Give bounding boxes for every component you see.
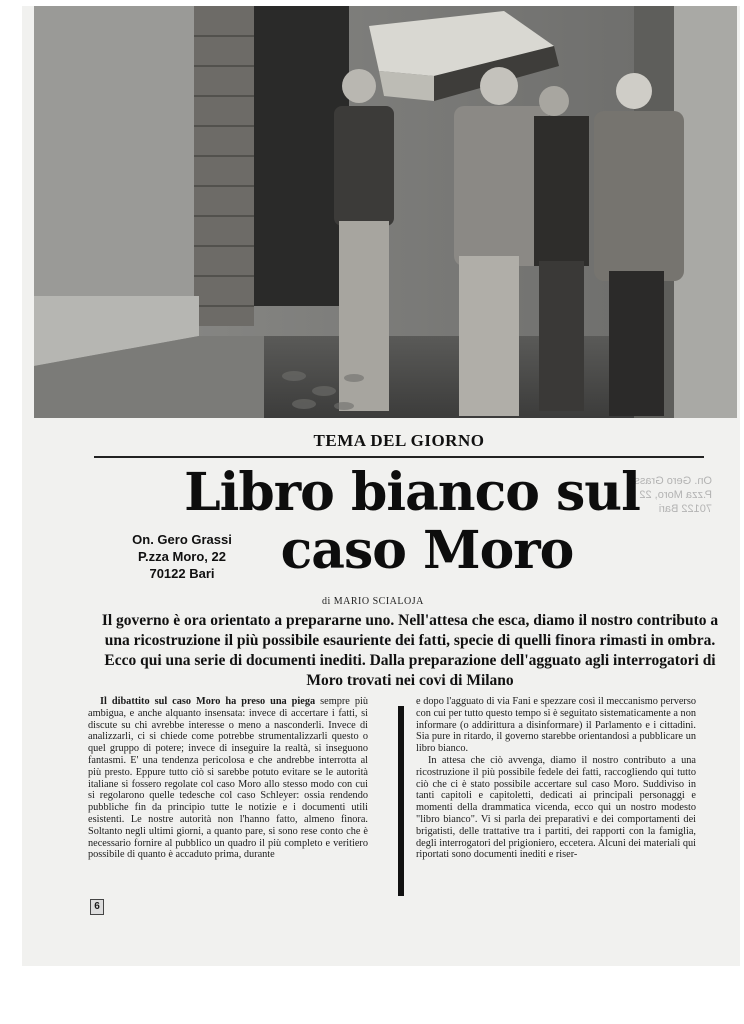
kicker-rule (94, 456, 704, 458)
body-column-right (416, 696, 696, 861)
address-stamp (107, 531, 257, 582)
page-number: 6 (90, 899, 104, 915)
article-deck: Il governo è ora orientato a prepararne uno. Nell'attesa che esca, diamo il nostro contributo a una ricostruzione il più possibile esauriente dei fatti, specie di quelli finora rimasti in ombra. Ecco qui una serie di documenti inediti. Dalla preparazione dell'agguato agli interrogatori di Moro trovati nei covi di Milano (101, 612, 719, 689)
body-column-left (88, 696, 368, 861)
body-right-para-2: In attesa che ciò avvenga, diamo il nostro contributo a una ricostruzione il più possibile fedele dei fatti, raccogliendo qui tutto ciò che ci è stato possibile accertare sul caso Moro. Suddiviso in tanti capitoli e capitoletti, dedicati ai principali personaggi e momenti della drammatica vicenda, ecco qui un nostro modesto "libro bianco". Vi si parla dei preparativi e dei comportamenti dei brigatisti, delle trattative tra i partiti, dei rapporti con la famiglia, degli interrogatori del prigioniero, eccetera. Alcuni dei materiali qui riportati sono documenti inediti e riser- (416, 754, 696, 861)
headline-line-1: Libro bianco sul (184, 462, 640, 523)
byline: di MARIO SCIALOJA (322, 596, 424, 607)
column-divider (398, 706, 404, 896)
funeral-procession-photo (34, 6, 737, 418)
section-kicker: TEMA DEL GIORNO (313, 431, 485, 450)
body-left-text: sempre più ambigua, e anche alquanto insensata: invece di accertare i fatti, si discute su chi avrebbe interesse o meno a nasconderli. Invece di analizzarli, ci si chiede come potrebbe strumentalizzarli questo o quel gruppo di potere; invece di inseguire la realtà, si inseguono fantasmi. E' una tendenza pericolosa e che andrebbe interrotta al più presto. Eppure tutto ciò si sarebbe potuto evitare se le autorità italiane si fossero regolate col caso Moro allo stesso modo con cui si regolarono quelle tedesche col caso Schleyer: ossia rendendo pubbliche fin da principio tutte le notizie e i documenti utili esistenti. Le nostre autorità non l'hanno fatto, almeno finora. Soltanto negli ultimi giorni, a quanto pare, si sono rese conto che è necessario fornire al pubblico un quadro il più completo e veritiero possibile di quanto è accaduto prima, durante (88, 696, 369, 861)
body-right-para-1: e dopo l'agguato di via Fani e spezzare così il meccanismo perverso con cui per tutto questo tempo si è seguitato sistematicamente a non informare (o addirittura a disinformare) il Parlamento e i cittadini. Sia pure in ritardo, il governo starebbe orientandosi a pubblicare un libro bianco. (416, 696, 696, 755)
stamp-street: P.zza Moro, 22 (138, 549, 226, 564)
magazine-page (22, 6, 740, 966)
body-lead-in: Il dibattito sul caso Moro ha preso una piega (100, 696, 316, 707)
stamp-bleedthrough: On. Gero Grassi P.zza Moro, 22 70122 Bari (631, 475, 712, 515)
headline-line-2: caso Moro (280, 520, 574, 581)
stamp-name: On. Gero Grassi (132, 532, 232, 547)
stamp-city: 70122 Bari (149, 566, 215, 581)
